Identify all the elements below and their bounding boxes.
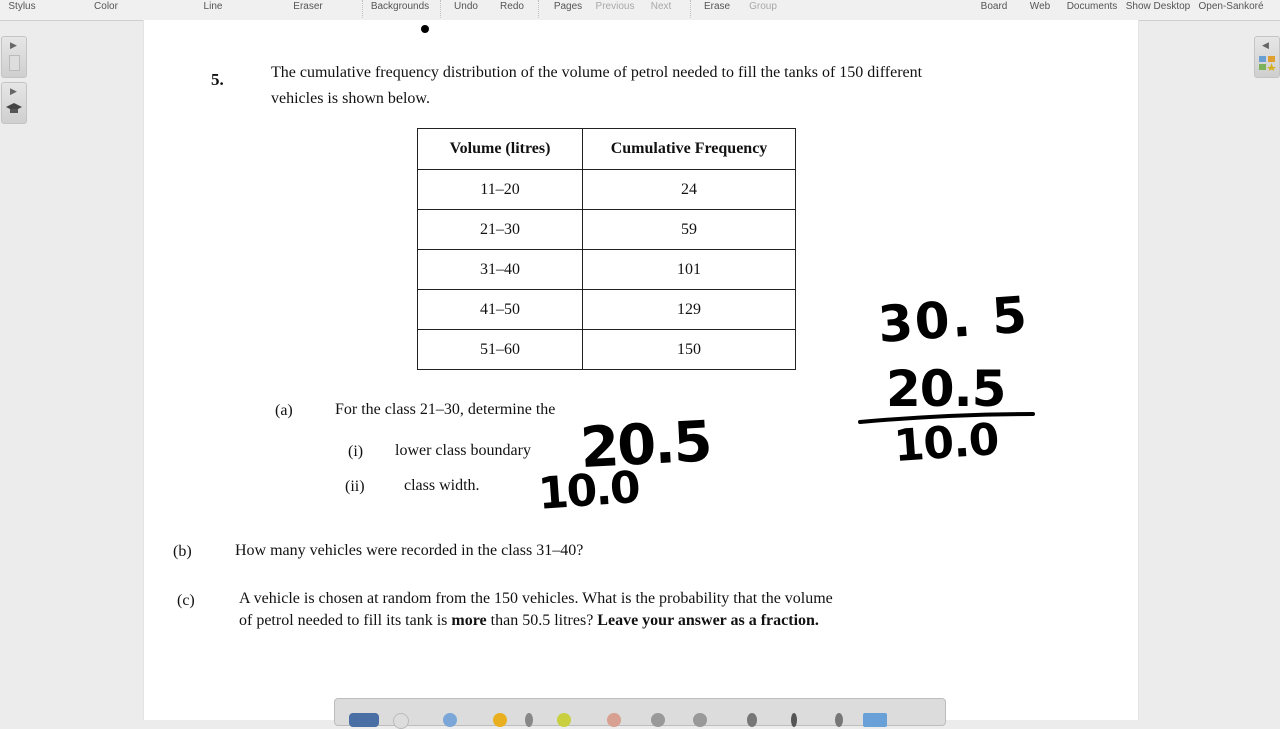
toolbar-next[interactable]: Next (650, 1, 672, 12)
capture-tool-icon[interactable] (835, 713, 843, 727)
left-dock-pages[interactable] (1, 36, 27, 78)
table-row (418, 250, 796, 290)
right-dock-features[interactable] (1254, 36, 1280, 78)
toolbar-backgrounds[interactable]: Backgrounds (370, 1, 430, 12)
table-header-row (418, 129, 796, 170)
zoom-out-icon[interactable] (693, 713, 707, 727)
toolbar-eraser[interactable]: Eraser (293, 1, 323, 12)
line-tool-icon[interactable] (747, 713, 757, 727)
toolbar-group[interactable]: Group (749, 1, 777, 12)
toolbar-separator (440, 0, 441, 18)
table-cell-volume: 51–60 (418, 330, 583, 370)
table-row (418, 210, 796, 250)
part-a-label: (a) (275, 402, 293, 419)
marker-tool-icon[interactable] (393, 713, 409, 729)
toolbar-separator (538, 0, 539, 18)
stylus-palette[interactable] (334, 698, 946, 726)
question-intro-line2: vehicles is shown below. (271, 90, 430, 107)
table-cell-cumfreq: 59 (583, 210, 796, 250)
frequency-table (417, 128, 796, 370)
handwritten-answer-class-width: 10.0 (536, 461, 641, 520)
part-a-text: For the class 21–30, determine the (335, 401, 556, 418)
table-cell-cumfreq: 129 (583, 290, 796, 330)
pointer-tool-icon[interactable] (525, 713, 533, 727)
handwritten-work-result: 10.0 (892, 413, 1001, 473)
table-cell-volume: 41–50 (418, 290, 583, 330)
table-cell-volume: 11–20 (418, 170, 583, 210)
part-c-line1: A vehicle is chosen at random from the 150 vehicles. What is the probability that the volume (239, 590, 833, 607)
toolbar-open-sankore[interactable]: Open-Sankoré (1198, 1, 1264, 12)
toolbar-show-desktop[interactable]: Show Desktop (1125, 1, 1191, 12)
board-page[interactable] (143, 20, 1139, 720)
left-dock-library[interactable] (1, 82, 27, 124)
handwritten-answer-lower-boundary: 20.5 (578, 409, 713, 482)
toolbar-color[interactable]: Color (94, 1, 118, 12)
table-header-volume: Volume (litres) (418, 129, 583, 170)
table-header-cumfreq: Cumulative Frequency (583, 129, 796, 170)
toolbar-redo[interactable]: Redo (500, 1, 524, 12)
part-b-text: How many vehicles were recorded in the class 31–40? (235, 542, 584, 559)
zoom-in-icon[interactable] (651, 713, 665, 727)
features-icon (1258, 55, 1276, 71)
part-a-ii-text: class width. (404, 477, 480, 494)
expand-arrow-icon[interactable]: ▶ (10, 40, 17, 50)
screen-tool-icon[interactable] (863, 713, 887, 727)
toolbar-web[interactable]: Web (1029, 1, 1051, 12)
toolbar-erase[interactable]: Erase (703, 1, 731, 12)
toolbar-documents[interactable]: Documents (1066, 1, 1118, 12)
part-a-i-label: (i) (348, 443, 364, 460)
highlighter-tool-icon[interactable] (443, 713, 457, 727)
part-c-line2-mid: than 50.5 litres? (486, 612, 598, 629)
handwritten-work-subtrahend: 20.5 (886, 360, 1006, 418)
laser-tool-icon[interactable] (557, 713, 571, 727)
main-toolbar (0, 0, 1280, 21)
table-cell-cumfreq: 24 (583, 170, 796, 210)
part-c-emphasis-more: more (451, 612, 487, 629)
pen-tool-icon[interactable] (349, 713, 379, 727)
toolbar-separator (362, 0, 363, 18)
handwritten-work-top: 30. 5 (876, 285, 1031, 354)
table-row (418, 170, 796, 210)
toolbar-separator (690, 0, 691, 18)
part-c-line2 (239, 612, 819, 630)
part-a-i-text: lower class boundary (395, 442, 531, 459)
collapse-arrow-icon[interactable]: ◀ (1262, 40, 1269, 50)
pages-icon (9, 55, 20, 71)
stray-ink-dot (421, 25, 429, 33)
toolbar-stylus[interactable]: Stylus (8, 1, 36, 12)
part-b-label: (b) (173, 543, 192, 560)
table-cell-volume: 21–30 (418, 210, 583, 250)
table-row (418, 290, 796, 330)
part-c-label: (c) (177, 592, 195, 609)
toolbar-previous[interactable]: Previous (595, 1, 635, 12)
question-intro-line1: The cumulative frequency distribution of the volume of petrol needed to fill the tanks of 150 different (271, 64, 923, 81)
toolbar-line[interactable]: Line (203, 1, 223, 12)
toolbar-pages[interactable]: Pages (553, 1, 583, 12)
hand-tool-icon[interactable] (607, 713, 621, 727)
part-c-instruction: Leave your answer as a fraction. (597, 612, 819, 629)
graduation-cap-icon (6, 103, 22, 115)
part-c-line2-pre: of petrol needed to fill its tank is (239, 612, 452, 629)
toolbar-undo[interactable]: Undo (454, 1, 478, 12)
part-a-ii-label: (ii) (345, 478, 365, 495)
table-row (418, 330, 796, 370)
question-number: 5. (211, 70, 224, 89)
table-cell-cumfreq: 101 (583, 250, 796, 290)
pencil-tool-icon[interactable] (493, 713, 507, 727)
toolbar-board[interactable]: Board (980, 1, 1008, 12)
table-cell-cumfreq: 150 (583, 330, 796, 370)
text-tool-icon[interactable] (791, 713, 797, 727)
expand-arrow-icon[interactable]: ▶ (10, 86, 17, 96)
table-cell-volume: 31–40 (418, 250, 583, 290)
